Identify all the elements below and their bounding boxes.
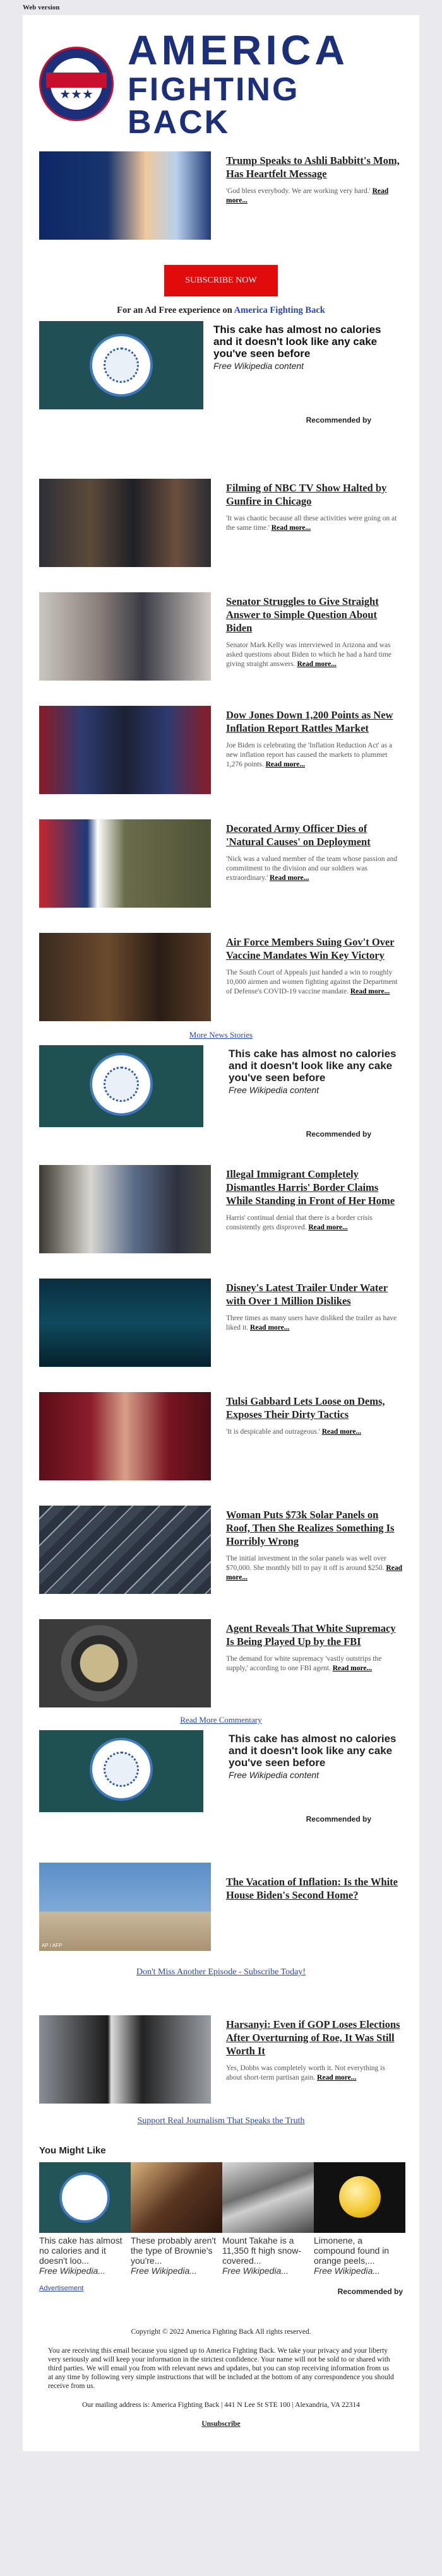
photo-credit: AP / AFP: [42, 1943, 63, 1948]
recommended-by-label[interactable]: Recommended by: [306, 1130, 371, 1139]
story-title[interactable]: Tulsi Gabbard Lets Loose on Dems, Exposes Their Dirty Tactics: [226, 1395, 385, 1420]
subscribe-now-button[interactable]: SUBSCRIBE NOW: [164, 265, 278, 296]
web-version-link[interactable]: Web version: [0, 0, 442, 15]
story-snippet: The demand for white supremacy 'vastly outstrips the supply,' according to one FBI agent.: [226, 1655, 382, 1672]
read-more-link[interactable]: Read more...: [265, 761, 306, 768]
ad-source: Free Wikipedia content: [229, 1085, 320, 1095]
ad-image[interactable]: [39, 1045, 203, 1127]
ad-source: Free Wikipedia content: [213, 361, 304, 371]
story-item: [23, 1506, 419, 1594]
ad-source: Free Wikipedia content: [229, 1770, 320, 1780]
story-item: [23, 819, 419, 908]
card-image[interactable]: [222, 2162, 314, 2233]
card-text[interactable]: Limonene, a compound found in orange peels,...: [314, 2235, 390, 2266]
read-more-link[interactable]: Read more...: [317, 2074, 357, 2081]
story-title[interactable]: Senator Struggles to Give Straight Answer to Simple Question About Biden: [226, 595, 379, 634]
more-commentary-link[interactable]: Read More Commentary: [180, 1715, 262, 1724]
story-thumbnail[interactable]: [39, 1619, 211, 1707]
read-more-link[interactable]: Read more...: [350, 988, 390, 995]
sponsored-ad[interactable]: [39, 321, 403, 454]
feature-story: [23, 1863, 419, 1951]
story-title[interactable]: Harsanyi: Even if GOP Loses Elections After Overturning of Roe, It Was Still Worth It: [226, 2018, 400, 2057]
recommended-card[interactable]: [222, 2162, 314, 2277]
story-thumbnail[interactable]: [39, 1279, 211, 1367]
story-thumbnail[interactable]: [39, 1392, 211, 1480]
more-news-link[interactable]: More News Stories: [189, 1030, 253, 1039]
story-snippet: 'Nick was a valued member of the team whose passion and commitment to the division and our soldiers was extraordinary.': [226, 855, 397, 882]
story-thumbnail[interactable]: [39, 1506, 211, 1594]
card-image[interactable]: [131, 2162, 222, 2233]
ad-headline[interactable]: This cake has almost no calories and it doesn't look like any cake you've seen before: [229, 1048, 397, 1084]
story-title[interactable]: Illegal Immigrant Completely Dismantles Harris' Border Claims While Standing in Front of Her Home: [226, 1168, 395, 1207]
privacy-notice: You are receiving this email because you signed up to America Fighting Back. We take your privacy and your liberty very seriously and will keep your information in the strictest confidence. Your name will not be sold to or shared with third parties. We will email you from with relevant news and updates, but you can stop receiving information from us at any time by following very simple instructions that will be included at the bottom of any correspondence you should receive from us.: [48, 2347, 394, 2390]
ad-image[interactable]: [39, 321, 203, 409]
story-item: [23, 933, 419, 1021]
card-source: Free Wikipedia...: [131, 2266, 197, 2276]
story-thumbnail[interactable]: [39, 592, 211, 681]
star-icon: ★★★: [59, 88, 93, 102]
ad-image[interactable]: [39, 1730, 203, 1812]
subscribe-today-link[interactable]: Don't Miss Another Episode - Subscribe Today!: [136, 1967, 306, 1977]
support-journalism-link[interactable]: Support Real Journalism That Speaks the Truth: [137, 2116, 305, 2126]
newsletter-body: [23, 15, 419, 2451]
read-more-link[interactable]: Read more...: [226, 1564, 402, 1581]
story-title[interactable]: Decorated Army Officer Dies of 'Natural Causes' on Deployment: [226, 823, 371, 848]
story-thumbnail[interactable]: [39, 151, 211, 240]
story-snippet: Three times as many users have disliked the trailer as have liked it.: [226, 1314, 397, 1332]
read-more-link[interactable]: Read more...: [332, 1665, 373, 1672]
story-thumbnail[interactable]: [39, 706, 211, 794]
card-text[interactable]: Mount Takahe is a 11,350 ft high snow-covered...: [222, 2235, 302, 2266]
story-item: [23, 1279, 419, 1367]
recommended-card[interactable]: [39, 2162, 131, 2277]
read-more-link[interactable]: Read more...: [250, 1324, 290, 1332]
ad-headline[interactable]: This cake has almost no calories and it doesn't look like any cake you've seen before: [229, 1733, 397, 1769]
ad-headline[interactable]: This cake has almost no calories and it doesn't look like any cake you've seen before: [213, 324, 381, 360]
recommended-by-label[interactable]: Recommended by: [306, 1815, 371, 1824]
story-snippet: 'God bless everybody. We are working very hard.': [226, 187, 371, 195]
footer: [23, 2296, 419, 2428]
recommended-card[interactable]: [131, 2162, 222, 2277]
story-item: [23, 706, 419, 794]
unsubscribe-link[interactable]: Unsubscribe: [201, 2420, 241, 2428]
story-item: [23, 592, 419, 681]
story-snippet: 'It is despicable and outrageous.': [226, 1428, 320, 1436]
story-item: [23, 1392, 419, 1480]
story-snippet: The initial investment in the solar panels was well over $70,000. She monthly bill to pay it off is around $250.: [226, 1555, 386, 1572]
story-thumbnail[interactable]: [39, 1165, 211, 1253]
story-title[interactable]: The Vacation of Inflation: Is the White House Biden's Second Home?: [226, 1876, 398, 1901]
story-title[interactable]: Disney's Latest Trailer Under Water with Over 1 Million Dislikes: [226, 1282, 388, 1307]
card-source: Free Wikipedia...: [39, 2266, 105, 2276]
story-title[interactable]: Dow Jones Down 1,200 Points as New Inflation Report Rattles Market: [226, 709, 393, 734]
read-more-link[interactable]: Read more...: [308, 1224, 348, 1231]
story-thumbnail[interactable]: [39, 933, 211, 1021]
read-more-link[interactable]: Read more...: [226, 187, 389, 204]
sponsored-ad[interactable]: [39, 1045, 403, 1140]
story-thumbnail[interactable]: [39, 819, 211, 908]
card-source: Free Wikipedia...: [314, 2266, 380, 2276]
advertisement-link[interactable]: Advertisement: [39, 2285, 84, 2292]
story-item: [23, 1619, 419, 1707]
sponsored-ad[interactable]: [39, 1730, 403, 1825]
card-source: Free Wikipedia...: [222, 2266, 289, 2276]
card-text[interactable]: This cake has almost no calories and it doesn't loo...: [39, 2235, 122, 2266]
story-title[interactable]: Woman Puts $73k Solar Panels on Roof, Then She Realizes Something Is Horribly Wrong: [226, 1509, 395, 1547]
ad-free-link[interactable]: America Fighting Back: [234, 305, 325, 315]
story-title[interactable]: Air Force Members Suing Gov't Over Vaccine Mandates Win Key Victory: [226, 936, 395, 961]
ad-free-notice: For an Ad Free experience on America Fighting Back: [117, 305, 325, 315]
copyright: Copyright © 2022 America Fighting Back All rights reserved.: [131, 2328, 311, 2336]
story-item: [23, 1165, 419, 1253]
story-snippet: 'It was chaotic because all these activities were going on at the same time.': [226, 515, 397, 532]
mailing-address: Our mailing address is: America Fighting Back | 441 N Lee St STE 100 | Alexandria, VA 22314: [82, 2401, 360, 2409]
story-snippet: Joe Biden is celebrating the 'Inflation Reduction Act' as a new inflation report has caused the markets to plummet 1,276 points.: [226, 742, 393, 768]
read-more-link[interactable]: Read more...: [297, 660, 337, 668]
story-snippet: Senator Mark Kelly was interviewed in Arizona and was asked questions about Biden to which he had a hard time giving straight answers.: [226, 641, 391, 668]
card-image[interactable]: [314, 2162, 405, 2233]
card-text[interactable]: These probably aren't the type of Brownie's you're...: [131, 2235, 216, 2266]
story-thumbnail[interactable]: [39, 1863, 211, 1951]
read-more-link[interactable]: Read more...: [321, 1428, 362, 1436]
story-snippet: Yes, Dobbs was completely worth it. Not everything is about short-term partisan gain.: [226, 2064, 385, 2081]
widget-heading: You Might Like: [39, 2145, 106, 2156]
you-might-like-widget: [39, 2145, 403, 2277]
story-title[interactable]: Trump Speaks to Ashli Babbitt's Mom, Has Heartfelt Message: [226, 155, 400, 180]
story-title[interactable]: Filming of NBC TV Show Halted by Gunfire in Chicago: [226, 482, 387, 507]
recommended-card[interactable]: [314, 2162, 405, 2277]
card-image[interactable]: [39, 2162, 131, 2233]
read-more-link[interactable]: Read more...: [270, 874, 309, 882]
story-snippet: Harris' continual denial that there is a border crisis consistently gets disproved.: [226, 1214, 373, 1231]
story-item: [23, 479, 419, 567]
lead-story: [23, 151, 419, 240]
brand-wordmark: AMERICA FIGHTING BACK: [128, 26, 349, 141]
story-title[interactable]: Agent Reveals That White Supremacy Is Being Played Up by the FBI: [226, 1622, 396, 1648]
read-more-link[interactable]: Read more...: [271, 524, 311, 532]
recommended-by-label[interactable]: Recommended by: [306, 416, 371, 424]
brand-seal-logo: [39, 47, 114, 121]
story-thumbnail[interactable]: [39, 479, 211, 567]
story-thumbnail[interactable]: [39, 2015, 211, 2104]
story-snippet: The South Court of Appeals just handed a win to roughly 10,000 airmen and women fighting against the Department of Defense's COVID-19 vaccine mandate.: [226, 969, 398, 995]
masthead: [23, 15, 419, 151]
recommended-by-label[interactable]: Recommended by: [337, 2287, 403, 2296]
story-item: [23, 2015, 419, 2104]
